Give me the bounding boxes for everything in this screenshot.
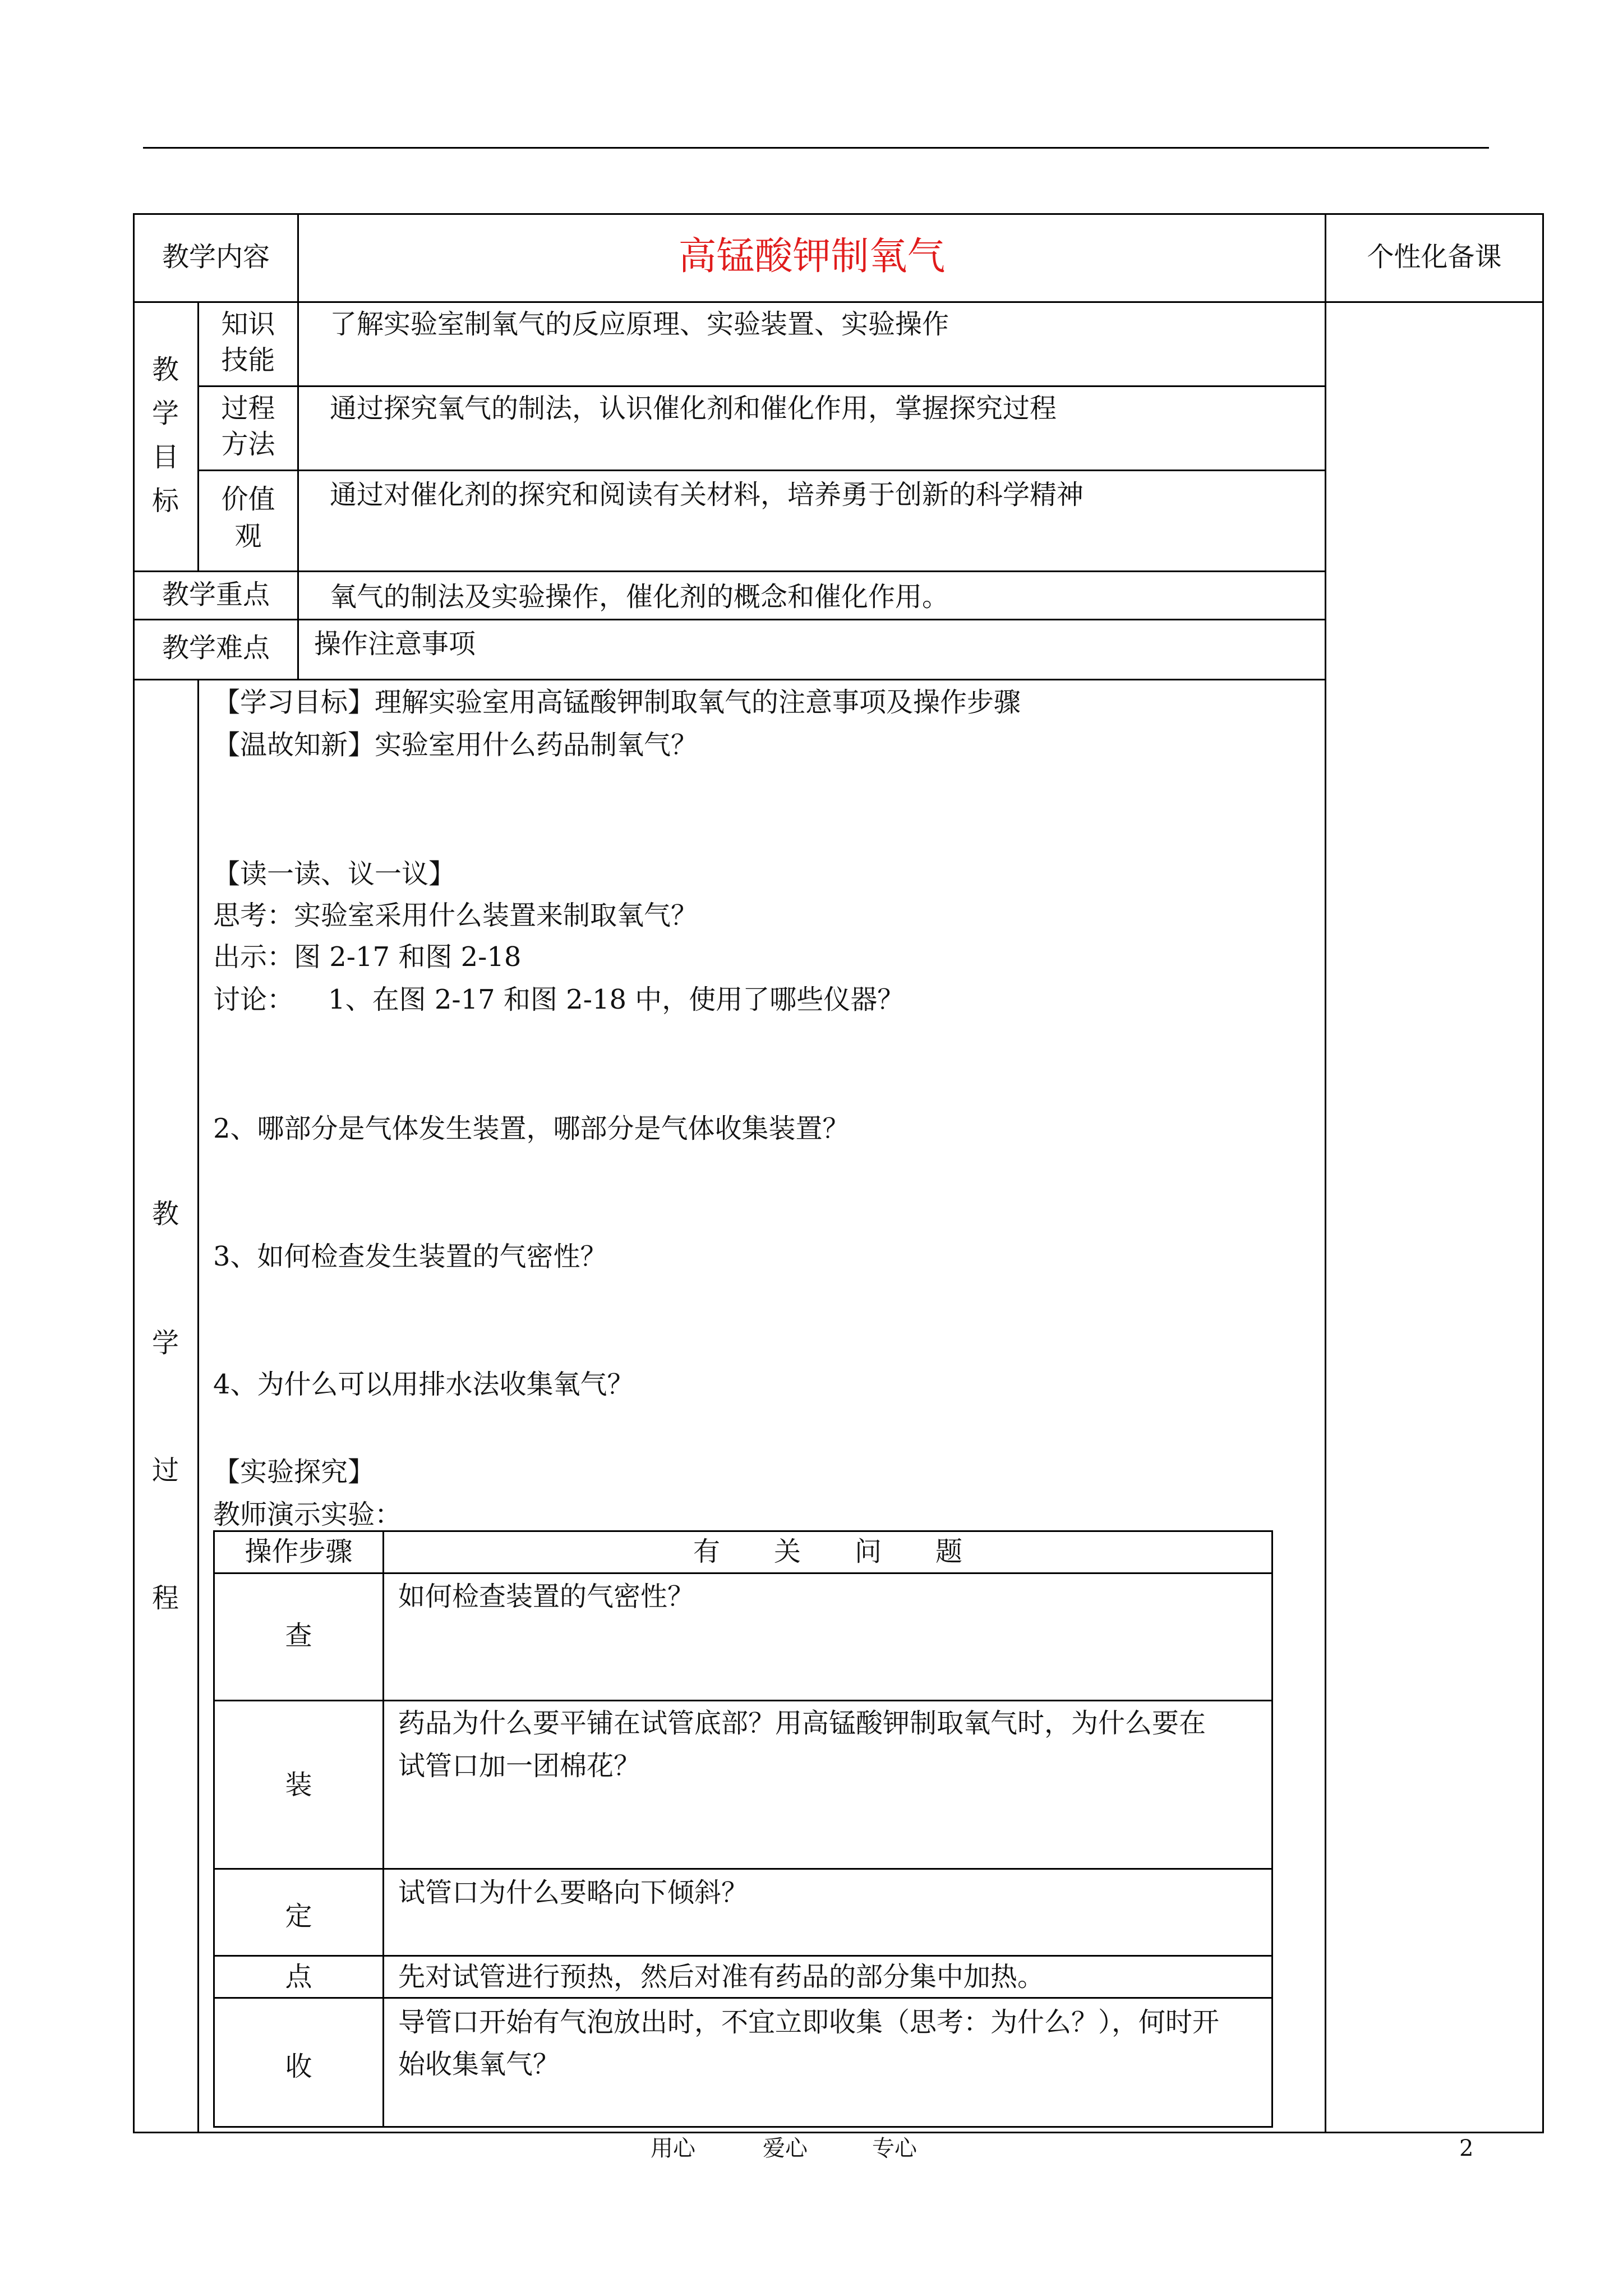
table-border-right [1542,213,1544,2133]
keypoints-content: 氧气的制法及实验操作，催化剂的概念和催化作用。 [330,581,949,613]
difficulties-content: 操作注意事项 [314,628,476,660]
objectives-group-char: 学 [151,398,179,429]
objective-content: 通过对催化剂的探究和阅读有关材料，培养勇于创新的科学精神 [330,479,1084,510]
process-group-char: 程 [151,1582,179,1614]
header-rule [143,147,1489,149]
inner-table-header: 有 关 问 题 [693,1536,962,1567]
step-cell: 点 [285,1961,312,1993]
inner-table-bottom [213,2126,1273,2128]
objectives-group-char: 标 [151,485,179,517]
header-col1-label: 教学内容 [162,241,270,273]
process-line: 3、如何检查发生装置的气密性？ [213,1241,607,1272]
objective-label: 方法 [221,429,275,460]
objective-content: 通过探究氧气的制法，认识催化剂和催化作用，掌握探究过程 [330,393,1057,424]
objectives-group-char: 目 [151,441,179,473]
objective-label: 技能 [221,344,275,376]
inner-table-header: 操作步骤 [245,1536,353,1567]
objectives-group-char: 教 [151,354,179,385]
process-group-char: 学 [151,1327,179,1359]
process-line: 2、哪部分是气体发生装置，哪部分是气体收集装置？ [213,1113,850,1144]
process-line: 教师演示实验： [213,1499,402,1530]
question-cell: 始收集氧气？ [398,2049,560,2080]
inner-table-divider [382,1530,384,2128]
question-cell: 如何检查装置的气密性？ [398,1581,695,1612]
question-cell: 药品为什么要平铺在试管底部？用高锰酸钾制取氧气时，为什么要在 [398,1708,1206,1739]
inner-table-line [213,1955,1273,1957]
table-line-label-keypoints [297,570,299,680]
table-line-sublabel-right [297,301,299,572]
question-cell: 试管口加一团棉花？ [398,1750,641,1782]
table-line-keypoints [133,619,1325,620]
process-group-char: 教 [151,1198,179,1230]
process-group-char: 过 [151,1455,179,1486]
inner-table-line [213,1997,1273,1999]
header-col3-label: 个性化备课 [1367,241,1502,273]
objective-label: 观 [234,521,262,552]
table-line-process-label [197,679,199,2133]
objective-label: 知识 [221,309,275,340]
objective-label: 过程 [221,393,275,424]
footer-motto: 用心 [651,2136,695,2161]
table-line-obj2 [197,470,1325,471]
inner-table-top [213,1530,1273,1532]
process-line: 出示：图 2-17 和图 2-18 [213,941,522,973]
question-cell: 先对试管进行预热，然后对准有药品的部分集中加热。 [398,1961,1045,1993]
keypoints-label: 教学重点 [162,579,270,610]
footer-motto: 专心 [872,2136,917,2161]
process-line: 【温故知新】实验室用什么药品制氧气？ [213,729,698,761]
process-line: 【学习目标】理解实验室用高锰酸钾制取氧气的注意事项及操作步骤 [213,687,1021,718]
objective-label: 价值 [221,484,275,515]
question-cell: 导管口开始有气泡放出时，不宜立即收集（思考：为什么？），何时开 [398,2007,1220,2038]
step-cell: 装 [285,1769,312,1801]
process-line: 【实验探究】 [213,1456,375,1488]
step-cell: 查 [285,1620,312,1651]
table-line-header-bottom [133,301,1544,303]
table-border-left [133,213,135,2133]
objective-content: 了解实验室制氧气的反应原理、实验装置、实验操作 [330,309,949,340]
process-line: 讨论： 1、在图 2-17 和图 2-18 中，使用了哪些仪器？ [213,984,905,1015]
table-line-obj1 [197,385,1325,387]
table-line-col3 [1325,213,1326,2133]
table-border-bottom [133,2132,1544,2133]
table-line-difficulties [133,679,1325,680]
process-line: 思考：实验室采用什么装置来制取氧气？ [213,900,698,931]
table-border-top [133,213,1544,215]
question-cell: 试管口为什么要略向下倾斜？ [398,1877,749,1908]
footer-motto: 爱心 [763,2136,808,2161]
inner-table-line [213,1572,1273,1574]
step-cell: 定 [285,1901,312,1932]
table-line-obj-bottom [133,570,1325,572]
step-cell: 收 [285,2051,312,2082]
inner-table-line [213,1700,1273,1701]
inner-table-line [213,1868,1273,1870]
process-line: 【读一读、议一议】 [213,858,456,890]
page-title: 高锰酸钾制氧气 [678,234,946,279]
process-line: 4、为什么可以用排水法收集氧气？ [213,1369,634,1400]
difficulties-label: 教学难点 [162,632,270,664]
inner-table-right [1271,1530,1273,2128]
page-number: 2 [1459,2136,1474,2161]
